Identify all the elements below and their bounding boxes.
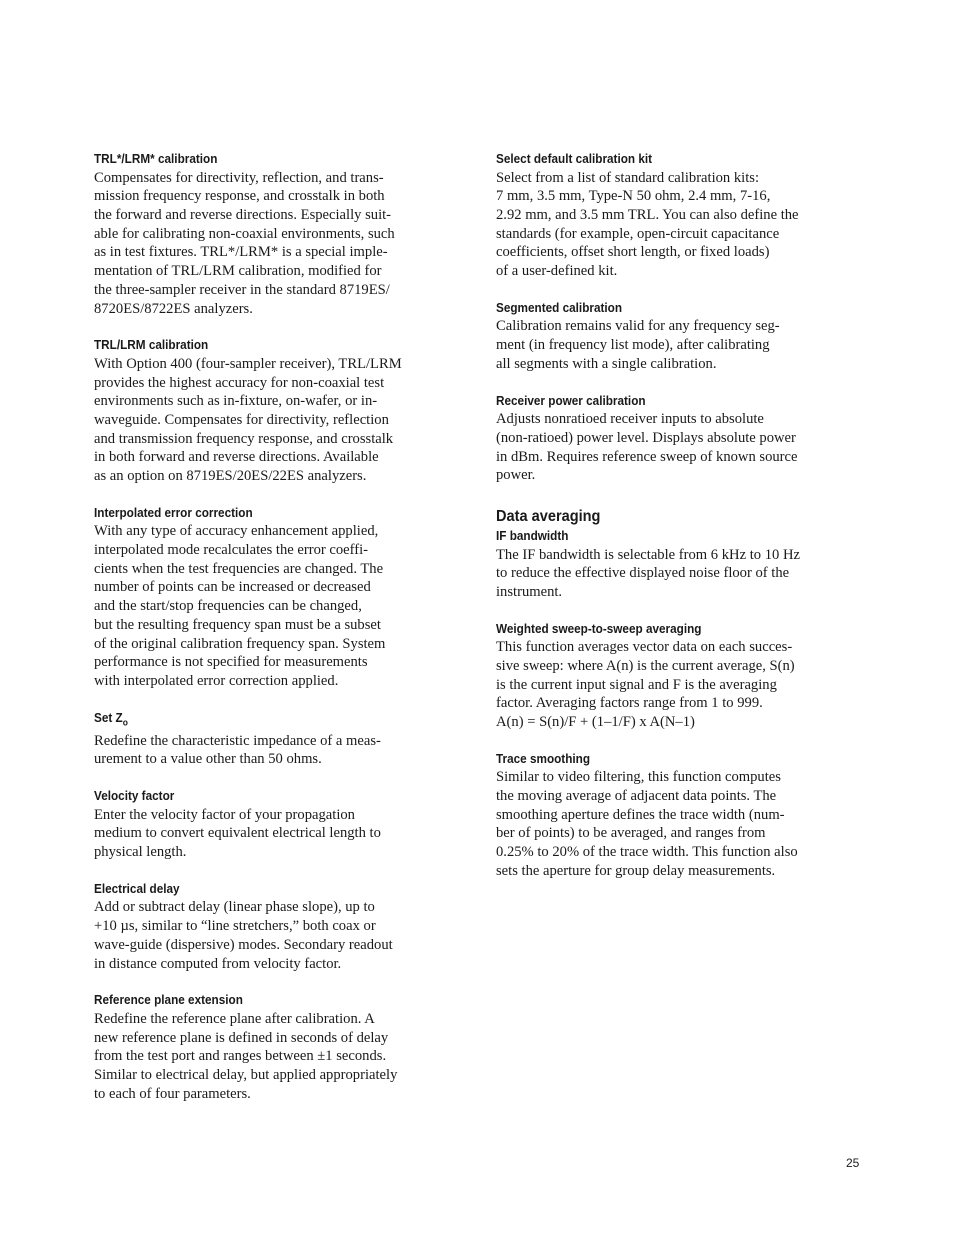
section-trl-lrm: [94, 336, 466, 486]
section-set-z0: [94, 709, 466, 770]
left-column: [94, 150, 466, 1121]
section-body: Redefine the reference plane after calibration. A new reference plane is defined in seconds of delay from the test port and ranges between ±1 seconds. Similar to electrical delay, but applied appropriately to each of four parameters.: [94, 1010, 398, 1102]
right-column: [496, 150, 868, 899]
section-default-calibration-kit: [496, 150, 868, 281]
section-body: Adjusts nonratioed receiver inputs to absolute (non-ratioed) power level. Displays absolute power in dBm. Requires reference sweep of known source power.: [496, 411, 798, 484]
section-trace-smoothing: [496, 750, 868, 881]
section-heading: TRL/LRM calibration: [94, 338, 209, 353]
section-weighted-averaging: [496, 620, 868, 732]
section-heading: Trace smoothing: [496, 751, 591, 766]
section-heading: [94, 709, 444, 732]
section-heading: Electrical delay: [94, 881, 180, 896]
section-segmented-calibration: [496, 299, 868, 374]
section-reference-plane-extension: [94, 991, 466, 1103]
section-receiver-power-calibration: [496, 392, 868, 485]
section-body: Compensates for directivity, reflection, and trans- mission frequency response, and crosstalk in both the forward and reverse directions. Especially suit- able for calibrating non-coaxial environments, such as in test fixtures. TRL*/LRM* is a special imple- mentation of TRL/LRM calibration, modified for the three-sampler receiver in the standard 8719ES/ 8720ES/8722ES analyzers.: [94, 169, 395, 317]
section-heading: Velocity factor: [94, 789, 175, 804]
section-interpolated-error-correction: [94, 504, 466, 691]
section-velocity-factor: [94, 787, 466, 862]
section-body: With any type of accuracy enhancement applied, interpolated mode recalculates the error coeffi- cients when the test frequencies are changed. The number of points can be increased or decreased and the start/stop frequencies can be changed, but the resulting frequency span must be a subset of the original calibration frequency span. System performance is not specified for measurements with interpolated error correction applied.: [94, 523, 386, 689]
section-trl-lrm-star: [94, 150, 466, 318]
section-heading: Receiver power calibration: [496, 393, 646, 408]
section-body: Enter the velocity factor of your propagation medium to convert equivalent electrical length to physical length.: [94, 806, 381, 861]
section-heading: Select default calibration kit: [496, 152, 653, 166]
section-body: This function averages vector data on each succes- sive sweep: where A(n) is the current average, S(n) is the current input signal and F is the averaging factor. Averaging factors range from 1 to 999. A(n) = S(n)/F + (1–1/F) x A(N–1): [496, 639, 795, 731]
section-heading: Reference plane extension: [94, 993, 243, 1008]
section-heading: Segmented calibration: [496, 300, 623, 315]
section-heading: Weighted sweep-to-sweep averaging: [496, 621, 702, 636]
section-body: The IF bandwidth is selectable from 6 kHz to 10 Hz to reduce the effective displayed noise floor of the instrument.: [496, 546, 800, 600]
section-body: Redefine the characteristic impedance of a meas- urement to a value other than 50 ohms.: [94, 732, 381, 768]
section-heading: Interpolated error correction: [94, 505, 253, 520]
section-heading: TRL*/LRM* calibration: [94, 152, 218, 166]
section-electrical-delay: [94, 880, 466, 973]
heading-text: Set Z: [94, 710, 123, 725]
group-title: Data averaging: [496, 507, 601, 525]
section-body: With Option 400 (four-sampler receiver), TRL/LRM provides the highest accuracy for non-coaxial test environments such as in-fixture, on-wafer, or in- waveguide. Compensates for directivity, reflection and transmission frequency response, and crosstalk in both forward and reverse directions. Available as an option on 8719ES/20ES/22ES analyzers.: [94, 355, 402, 485]
section-body: Select from a list of standard calibration kits: 7 mm, 3.5 mm, Type-N 50 ohm, 2.4 mm, 7-16, 2.92 mm, and 3.5 mm TRL. You can also define the standards (for example, open-circuit capacitance coefficients, offset short length, or fixed loads) of a user-defined kit.: [496, 169, 799, 280]
section-data-averaging: [496, 507, 868, 602]
heading-subscript: o: [122, 717, 128, 728]
section-body: Similar to video filtering, this function computes the moving average of adjacent data points. The smoothing aperture defines the trace width (num- ber of points) to be averaged, and ranges from 0.25% to 20% of the trace width. This function also sets the aperture for group delay measurements.: [496, 769, 798, 879]
section-heading: IF bandwidth: [496, 528, 569, 543]
section-body: Add or subtract delay (linear phase slope), up to +10 µs, similar to “line stretchers,” both coax or wave-guide (dispersive) modes. Secondary readout in distance computed from velocity factor.: [94, 899, 393, 972]
page-number: 25: [846, 1156, 860, 1170]
section-body: Calibration remains valid for any frequency seg- ment (in frequency list mode), after calibrating all segments with a single calibration.: [496, 318, 780, 372]
